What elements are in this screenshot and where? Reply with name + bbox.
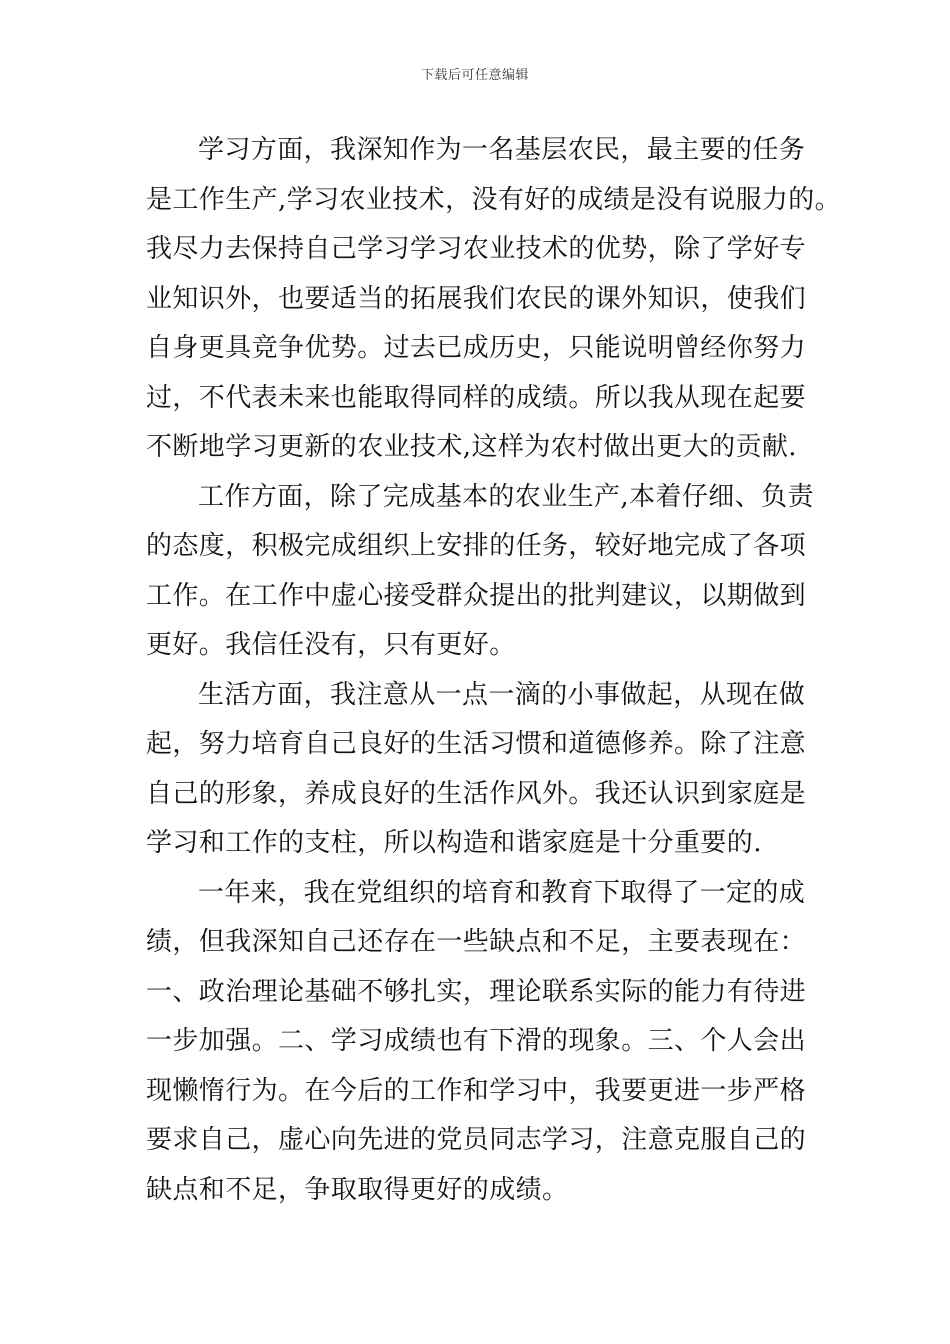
document-body [146, 126, 842, 1215]
text-line: 工作。在工作中虚心接受群众提出的批判建议，以期做到 [146, 580, 807, 611]
text-line: 不断地学习更新的农业技术,这样为农村做出更大的贡献. [146, 432, 797, 462]
text-line: 缺点和不足，争取取得更好的成绩。 [146, 1174, 569, 1205]
text-line: 起，努力培育自己良好的生活习惯和道德修养。除了注意 [146, 729, 807, 759]
text-line: 业知识外，也要适当的拓展我们农民的课外知识，使我们 [146, 283, 807, 314]
text-line: 学习方面，我深知作为一名基层农民，最主要的任务 [198, 135, 806, 165]
text-line: 更好。我信任没有，只有更好。 [146, 630, 516, 660]
paragraph-work [146, 473, 836, 671]
paragraph-life [146, 671, 836, 869]
text-line: 是工作生产,学习农业技术，没有好的成绩是没有说服力的。 [146, 184, 842, 215]
text-line: 一步加强。二、学习成绩也有下滑的现象。三、个人会出 [146, 1026, 807, 1056]
text-line: 一年来，我在党组织的培育和教育下取得了一定的成 [198, 877, 806, 908]
text-line: 绩，但我深知自己还存在一些缺点和不足，主要表现在： [146, 927, 807, 957]
text-line: 过，不代表未来也能取得同样的成绩。所以我从现在起要 [146, 382, 807, 413]
text-line: 现懒惰行为。在今后的工作和学习中，我要更进一步严格 [146, 1075, 807, 1106]
text-line: 自身更具竞争优势。过去已成历史，只能说明曾经你努力 [146, 333, 807, 363]
paragraph-summary [146, 869, 836, 1216]
text-line: 一、政治理论基础不够扎实，理论联系实际的能力有待进 [146, 976, 807, 1007]
text-line: 生活方面，我注意从一点一滴的小事做起，从现在做 [198, 679, 806, 710]
text-line: 自己的形象，养成良好的生活作风外。我还认识到家庭是 [146, 778, 807, 809]
header-note: 下载后可任意编辑 [420, 68, 529, 83]
text-line: 工作方面，除了完成基本的农业生产,本着仔细、负责 [198, 481, 814, 512]
text-line: 要求自己，虚心向先进的党员同志学习，注意克服自己的 [146, 1125, 807, 1155]
text-line: 我尽力去保持自己学习学习农业技术的优势，除了学好专 [146, 234, 807, 264]
text-line: 学习和工作的支柱，所以构造和谐家庭是十分重要的. [146, 828, 762, 858]
paragraph-study [146, 126, 842, 473]
text-line: 的态度，积极完成组织上安排的任务，较好地完成了各项 [146, 531, 807, 561]
